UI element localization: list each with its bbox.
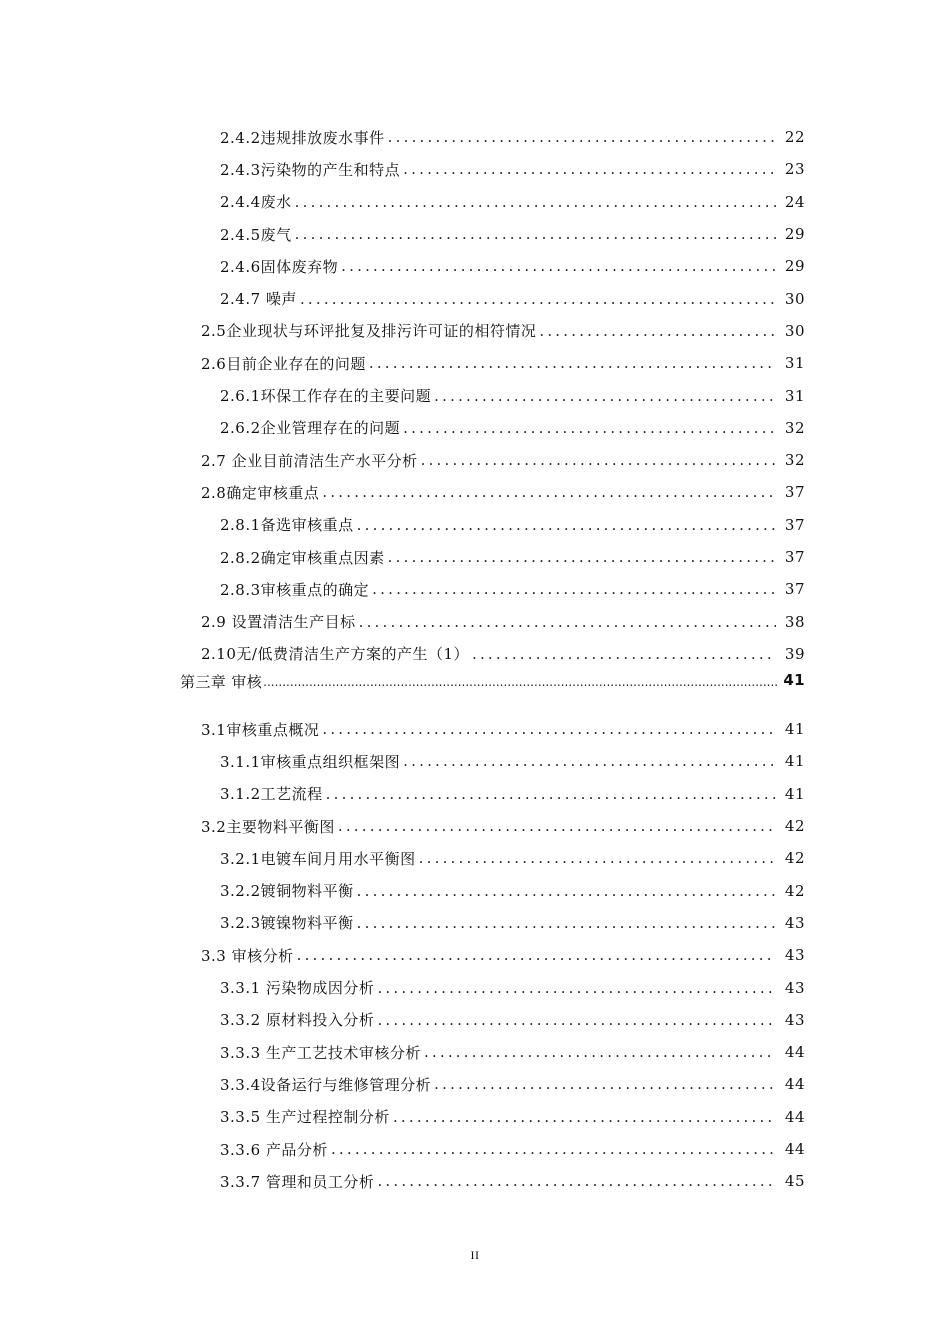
toc-dot-leader (357, 882, 776, 900)
toc-dot-leader (331, 1140, 776, 1158)
toc-entry-page: 42 (784, 817, 805, 836)
toc-entry-page: 30 (784, 321, 805, 340)
toc-entry-page: 31 (784, 354, 805, 373)
toc-entry-title: 3.3.6 产品分析 (220, 1140, 328, 1159)
toc-entry-page: 43 (784, 913, 805, 932)
toc-entry-title: 2.9 设置清洁生产目标 (201, 613, 356, 632)
toc-entry[interactable] (0, 315, 950, 347)
page-number: II (470, 1248, 480, 1262)
toc-entry-page: 39 (784, 644, 805, 663)
toc-entry-title: 3.3.5 生产过程控制分析 (220, 1108, 390, 1127)
toc-entry[interactable] (0, 971, 950, 1003)
toc-entry-page: 42 (784, 849, 805, 868)
toc-entry-page: 42 (784, 881, 805, 900)
toc-entry-title: 2.4.2违规排放废水事件 (220, 128, 385, 147)
toc-entry[interactable] (0, 638, 950, 670)
toc-entry-title: 3.2.3镀镍物料平衡 (220, 914, 354, 933)
toc-entry-page: 29 (784, 225, 805, 244)
toc-entry-title: 2.8.1备选审核重点 (220, 516, 354, 535)
toc-entry-page: 44 (784, 1107, 805, 1126)
toc-entry-title: 3.3.3 生产工艺技术审核分析 (220, 1043, 421, 1062)
toc-dot-leader (326, 785, 776, 803)
toc-entry[interactable] (0, 541, 950, 573)
toc-dot-leader (403, 160, 776, 178)
toc-entry[interactable] (0, 907, 950, 939)
toc-dot-leader (434, 387, 776, 405)
toc-entry-page: 29 (784, 257, 805, 276)
toc-entry[interactable] (0, 186, 950, 218)
toc-entry-page: 44 (784, 1043, 805, 1062)
toc-entry-title: 3.1审核重点概况 (201, 720, 320, 739)
toc-entry-title: 3.3.4设备运行与维修管理分析 (220, 1075, 432, 1094)
toc-entry-page: 44 (784, 1075, 805, 1094)
toc-dot-leader (424, 1043, 776, 1061)
toc-entry-page: 37 (784, 548, 805, 566)
toc-dot-leader (357, 516, 776, 534)
toc-entry[interactable] (0, 573, 950, 605)
toc-entry-title: 2.8.3审核重点的确定 (220, 580, 370, 599)
toc-dot-leader (359, 613, 776, 631)
toc-entry-page: 37 (784, 580, 805, 599)
toc-dot-leader (341, 257, 776, 275)
toc-entry[interactable] (0, 282, 950, 314)
toc-dot-leader (372, 580, 776, 598)
toc-entry[interactable] (0, 218, 950, 250)
toc-entry[interactable] (0, 745, 950, 777)
toc-entry-page: 43 (784, 978, 805, 997)
toc-entry-page: 23 (784, 160, 805, 179)
toc-entry-page: 41 (783, 671, 805, 690)
toc-entry-title: 2.6目前企业存在的问题 (201, 354, 366, 373)
toc-entry-title: 2.5企业现状与环评批复及排污许可证的相符情况 (201, 322, 537, 341)
toc-entry-page: 32 (784, 418, 805, 437)
toc-entry[interactable] (0, 875, 950, 907)
toc-entry[interactable] (0, 713, 950, 745)
toc-entry-title: 3.1.2工艺流程 (220, 785, 323, 804)
toc-entry[interactable] (0, 1068, 950, 1100)
toc-entry-page: 44 (784, 1140, 805, 1159)
toc-entry[interactable] (0, 939, 950, 971)
toc-dot-leader (377, 1172, 776, 1190)
toc-entry-title: 3.1.1审核重点组织框架图 (220, 752, 401, 771)
toc-dot-leader (295, 193, 776, 211)
toc-entry-page: 30 (784, 289, 805, 308)
toc-entry-page: 41 (784, 784, 805, 803)
toc-entry-title: 3.2.1电镀车间月用水平衡图 (220, 849, 416, 868)
toc-dot-leader (377, 1011, 776, 1029)
toc-entry-page: 32 (784, 451, 805, 470)
table-of-contents (0, 121, 950, 1198)
toc-entry[interactable] (0, 810, 950, 842)
toc-entry-title: 2.8.2确定审核重点因素 (220, 548, 385, 567)
toc-dot-leader (472, 645, 776, 663)
toc-entry[interactable] (0, 1036, 950, 1068)
toc-entry-page: 41 (784, 720, 805, 739)
toc-dot-leader (388, 548, 776, 566)
toc-entry[interactable] (0, 509, 950, 541)
toc-entry[interactable] (0, 250, 950, 282)
toc-entry[interactable] (0, 121, 950, 153)
toc-dot-leader (322, 483, 776, 501)
toc-entry[interactable] (0, 379, 950, 411)
toc-entry-title: 3.2主要物料平衡图 (201, 817, 335, 836)
toc-entry[interactable] (0, 476, 950, 508)
toc-entry-page: 24 (784, 192, 805, 211)
toc-entry-title: 2.4.3污染物的产生和特点 (220, 160, 401, 179)
toc-dot-leader (539, 322, 776, 340)
toc-dot-leader (421, 451, 776, 469)
toc-dot-leader (369, 354, 776, 372)
toc-entry-page: 41 (784, 752, 805, 771)
toc-entry-title: 2.4.4废水 (220, 193, 292, 212)
toc-dot-leader (300, 290, 776, 308)
toc-dot-leader (403, 419, 776, 437)
toc-entry[interactable] (0, 412, 950, 444)
toc-dot-leader (403, 752, 776, 770)
toc-entry-page: 43 (784, 1010, 805, 1029)
toc-dot-leader (322, 720, 776, 738)
toc-entry-page: 31 (784, 386, 805, 405)
toc-entry[interactable] (0, 1101, 950, 1133)
toc-dot-leader (388, 128, 776, 146)
toc-entry-title: 2.8确定审核重点 (201, 483, 320, 502)
toc-dot-leader (297, 946, 776, 964)
toc-entry-title: 2.7 企业目前清洁生产水平分析 (201, 451, 418, 470)
toc-entry[interactable] (0, 778, 950, 810)
toc-entry[interactable] (0, 347, 950, 379)
toc-entry[interactable] (0, 842, 950, 874)
toc-entry-title: 2.6.1环保工作存在的主要问题 (220, 387, 432, 406)
toc-entry-title: 3.2.2镀铜物料平衡 (220, 882, 354, 901)
toc-entry-title: 第三章 审核 (180, 673, 263, 692)
toc-entry-page: 37 (784, 483, 805, 502)
toc-chapter-entry[interactable] (0, 670, 950, 713)
toc-entry-title: 2.4.7 噪声 (220, 290, 297, 309)
toc-entry-page: 37 (784, 515, 805, 534)
toc-entry[interactable] (0, 444, 950, 476)
toc-entry-title: 2.4.6固体废弃物 (220, 257, 339, 276)
toc-dot-leader (338, 817, 776, 835)
toc-entry-page: 22 (784, 128, 805, 147)
toc-entry-page: 43 (784, 946, 805, 965)
toc-entry-title: 3.3 审核分析 (201, 946, 294, 965)
toc-dot-leader (263, 671, 778, 693)
toc-entry[interactable] (0, 153, 950, 185)
toc-dot-leader (377, 979, 776, 997)
toc-entry-title: 3.3.2 原材料投入分析 (220, 1011, 375, 1030)
toc-dot-leader (419, 849, 776, 867)
toc-dot-leader (295, 225, 776, 243)
toc-entry[interactable] (0, 1165, 950, 1197)
toc-entry-title: 2.4.5废气 (220, 225, 292, 244)
toc-dot-leader (434, 1075, 776, 1093)
toc-entry[interactable] (0, 605, 950, 637)
toc-entry-page: 38 (784, 612, 805, 631)
toc-entry-title: 3.3.7 管理和员工分析 (220, 1172, 375, 1191)
toc-entry[interactable] (0, 1133, 950, 1165)
toc-entry-title: 2.6.2企业管理存在的问题 (220, 419, 401, 438)
toc-entry-title: 3.3.1 污染物成因分析 (220, 979, 375, 998)
toc-entry[interactable] (0, 1004, 950, 1036)
toc-entry-page: 45 (784, 1172, 805, 1191)
toc-dot-leader (393, 1108, 776, 1126)
toc-dot-leader (357, 914, 776, 932)
toc-entry-title: 2.10无/低费清洁生产方案的产生（1） (201, 645, 469, 664)
